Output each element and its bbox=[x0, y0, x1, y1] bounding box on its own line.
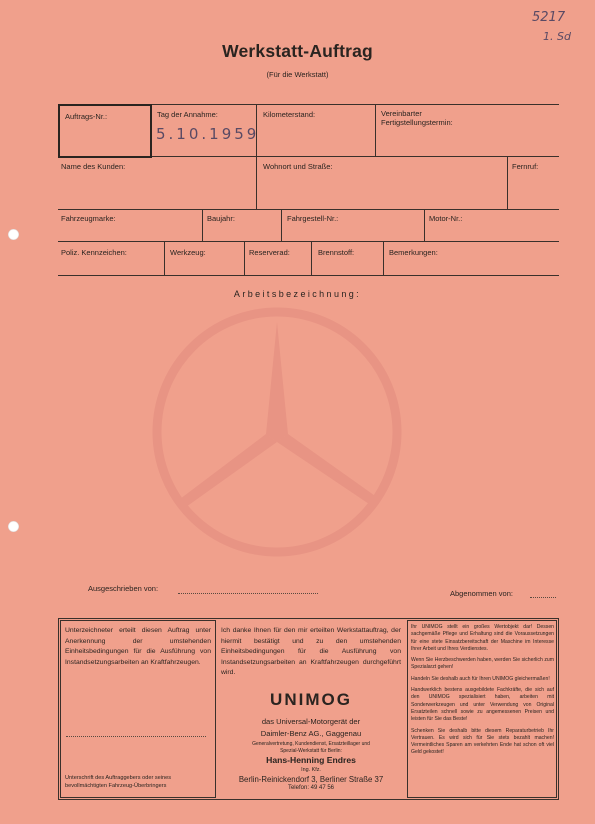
punch-hole-bottom bbox=[8, 521, 19, 532]
label-fernruf: Fernruf: bbox=[512, 162, 539, 171]
corner-number: 5217 bbox=[532, 10, 566, 25]
footer-left-signature-label: Unterschrift des Auftraggebers oder seines bevollmächtigten Fahrzeug-Überbringers bbox=[65, 775, 172, 790]
brand-line-3: Generalvertretung, Kundendienst, Ersatzteillager und bbox=[252, 741, 370, 747]
label-termin-1: Vereinbarter bbox=[381, 109, 422, 118]
dealer-phone: Telefon: 49 47 56 bbox=[287, 785, 335, 791]
label-werkzeug: Werkzeug: bbox=[170, 248, 206, 257]
label-tag-der-annahme: Tag der Annahme: bbox=[157, 110, 218, 119]
label-kilometerstand: Kilometerstand: bbox=[263, 110, 316, 119]
right-paragraph-3: Handeln Sie deshalb auch für Ihren UNIMOG gleichermaßen! bbox=[411, 675, 550, 682]
dealer-name: Hans-Henning Endres bbox=[266, 755, 356, 765]
page-subtitle: (Für die Werkstatt) bbox=[266, 70, 329, 79]
label-name-kunde: Name des Kunden: bbox=[61, 162, 126, 171]
footer-right-text bbox=[411, 624, 554, 757]
brand-line-4: Spezial-Werkstatt für Berlin: bbox=[280, 748, 342, 754]
handwritten-date: 5.10.1959 bbox=[156, 125, 260, 143]
label-auftrags-nr: Auftrags-Nr.: bbox=[65, 112, 108, 121]
label-wohnort: Wohnort und Straße: bbox=[263, 162, 333, 171]
label-fahrgestell: Fahrgestell-Nr.: bbox=[287, 214, 339, 223]
right-paragraph-4: Handwerklich bestens ausgebildete Fachkräfte, die sich auf den UNIMOG spezialisiert haben, arbeiten mit Sonderwerkzeugen und unter Verwendung von Original Ersatzteilen schnell sowie zu angemessenen Preisen und leisten für Sie das Beste! bbox=[411, 687, 554, 723]
right-paragraph-1: Ihr UNIMOG stellt ein großes Wertobjekt dar! Dessen sachgemäße Pflege und Erhaltung sind die Voraussetzungen für eine stete Einsatzbereitschaft der Maschine im Interesse Ihrer Arbeit und Ihres Verdienstes. bbox=[411, 624, 554, 652]
right-paragraph-5: Schenken Sie deshalb bitte diesem Reparaturbetrieb Ihr Vertrauen. Es wird sich für Sie stets bezahlt machen! Vermeintliches Sparen am verkehrten Ende hat schon oft viel Geld gekostet! bbox=[411, 727, 554, 756]
arbeitsbezeichnung-heading: Arbeitsbezeichnung: bbox=[233, 289, 362, 299]
label-abgenommen: Abgenommen von: bbox=[450, 589, 513, 598]
punch-hole-top bbox=[8, 229, 19, 240]
dealer-address: Berlin-Reinickendorf 3, Berliner Straße 37 bbox=[238, 775, 384, 784]
brand-line-2: Daimler-Benz AG., Gaggenau bbox=[260, 729, 362, 738]
corner-reference: 1. Sd bbox=[543, 30, 571, 43]
footer-left-text: Unterzeichneter erteilt diesen Auftrag unter Anerkennung der umstehenden Einheitsbedingungen für die Ausführung von Instandsetzungsarbeiten an Kraftfahrzeugen. bbox=[65, 627, 211, 666]
label-brennstoff: Brennstoff: bbox=[318, 248, 355, 257]
label-fahrzeugmarke: Fahrzeugmarke: bbox=[61, 214, 116, 223]
label-reserverad: Reserverad: bbox=[249, 248, 290, 257]
label-termin-2: Fertigstellungstermin: bbox=[381, 118, 453, 127]
dealer-title: Ing. Kfz. bbox=[301, 767, 321, 773]
label-motor: Motor-Nr.: bbox=[429, 214, 463, 223]
label-baujahr: Baujahr: bbox=[207, 214, 235, 223]
brand-line-1: das Universal-Motorgerät der bbox=[261, 717, 361, 726]
unimog-brand: UNIMOG bbox=[270, 690, 352, 709]
page-title: Werkstatt-Auftrag bbox=[222, 41, 373, 61]
label-ausgeschrieben: Ausgeschrieben von: bbox=[88, 584, 159, 593]
right-paragraph-2: Wenn Sie Herzbeschwerden haben, werden Sie sicherlich zum Spezialarzt gehen! bbox=[411, 657, 554, 671]
label-kennzeichen: Poliz. Kennzeichen: bbox=[61, 248, 127, 257]
footer-middle-text: Ich danke Ihnen für den mir erteilten Werkstattauftrag, der hiermit bestätigt und zu den umstehenden Einheitsbedingungen für die Ausführung von Instandsetzungsarbeiten an Kraftfahrzeugen durchgeführt wird. bbox=[221, 627, 401, 677]
mercedes-star-watermark bbox=[150, 302, 405, 557]
label-bemerkungen: Bemerkungen: bbox=[389, 248, 438, 257]
